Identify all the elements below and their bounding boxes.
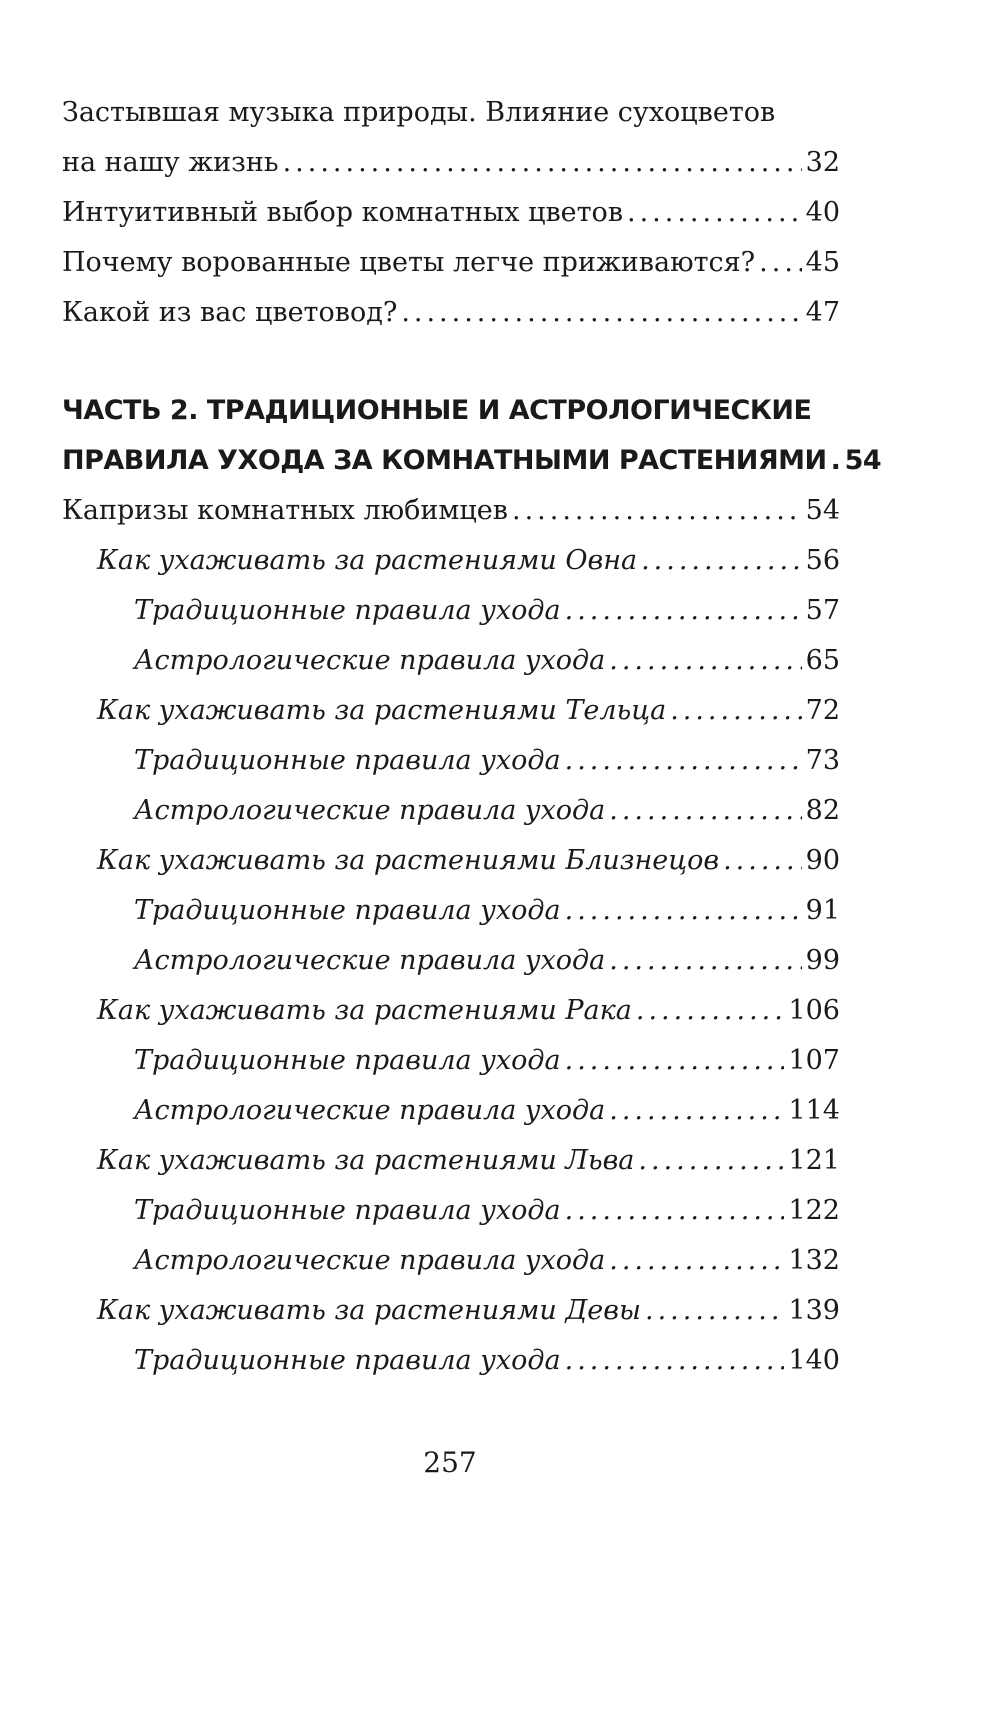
toc-entry <box>62 836 840 886</box>
toc-entry-title: Как ухаживать за растениями Близнецов <box>97 845 720 876</box>
toc-entry-title: Традиционные правила ухода <box>134 895 561 926</box>
toc-page-number: 107 <box>788 1045 840 1076</box>
toc-entry <box>62 1236 840 1286</box>
toc-entry-title: на нашу жизнь <box>62 147 279 178</box>
toc-top-section <box>62 88 840 338</box>
toc-entry <box>62 536 840 586</box>
dot-leader <box>723 836 802 886</box>
toc-page-number: 106 <box>788 995 840 1026</box>
dot-leader <box>759 238 801 288</box>
dot-leader <box>401 288 801 338</box>
toc-entry-first-line2 <box>62 138 840 188</box>
toc-entry <box>62 288 840 338</box>
toc-page-number: 132 <box>788 1245 840 1276</box>
toc-entry-title: Капризы комнатных любимцев <box>62 495 508 526</box>
dot-leader <box>641 536 802 586</box>
dot-leader <box>283 138 802 188</box>
dot-leader <box>565 586 802 636</box>
part-heading <box>62 386 882 486</box>
toc-entry-title: Астрологические правила ухода <box>134 1095 606 1126</box>
dot-leader <box>638 1136 784 1186</box>
toc-entry-first-line1 <box>62 88 840 138</box>
toc-entry <box>62 936 840 986</box>
toc-entry <box>62 1136 840 1186</box>
dot-leader <box>565 1336 785 1386</box>
toc-entry <box>62 1286 840 1336</box>
toc-entry <box>62 786 840 836</box>
dot-leader <box>636 986 785 1036</box>
dot-leader <box>670 686 801 736</box>
toc-entry-title: Астрологические правила ухода <box>134 795 606 826</box>
dot-leader <box>565 886 802 936</box>
toc-entry <box>62 986 840 1036</box>
part-heading-line1: ЧАСТЬ 2. ТРАДИЦИОННЫЕ И АСТРОЛОГИЧЕСКИЕ <box>62 395 812 426</box>
toc-page-number: 139 <box>788 1295 840 1326</box>
toc-page-number: 57 <box>805 595 840 626</box>
toc-page-number: 47 <box>805 297 840 328</box>
dot-leader <box>609 936 801 986</box>
toc-entries-list <box>62 486 840 1386</box>
toc-page-number: 114 <box>788 1095 840 1126</box>
toc-page-number: 40 <box>805 197 840 228</box>
toc-page-number: 90 <box>805 845 840 876</box>
toc-entry-title: Как ухаживать за растениями Овна <box>97 545 638 576</box>
toc-entry-title: Астрологические правила ухода <box>134 1245 606 1276</box>
toc-page-number: 91 <box>805 895 840 926</box>
toc-entry <box>62 1186 840 1236</box>
toc-entry-title: Традиционные правила ухода <box>134 595 561 626</box>
toc-entry <box>62 686 840 736</box>
toc-entry-title: Застывшая музыка природы. Влияние сухоцветов <box>62 97 776 128</box>
toc-entry-title: Традиционные правила ухода <box>134 1345 561 1376</box>
dot-leader <box>609 786 801 836</box>
dot-leader <box>565 1186 785 1236</box>
toc-entry-title: Астрологические правила ухода <box>134 945 606 976</box>
toc-entry <box>62 1036 840 1086</box>
toc-entry-title: Как ухаживать за растениями Девы <box>97 1295 641 1326</box>
dot-leader <box>645 1286 784 1336</box>
toc-page-number: 45 <box>805 247 840 278</box>
toc-entry <box>62 586 840 636</box>
part-heading-title: ПРАВИЛА УХОДА ЗА КОМНАТНЫМИ РАСТЕНИЯМИ <box>62 445 827 476</box>
part-heading-line2 <box>62 436 882 486</box>
toc-page-number: 99 <box>805 945 840 976</box>
toc-page-number: 54 <box>844 445 882 476</box>
toc-entry-title: Как ухаживать за растениями Тельца <box>97 695 667 726</box>
dot-leader <box>609 1086 784 1136</box>
toc-entry-title: Какой из вас цветовод? <box>62 297 398 328</box>
toc-entry-title: Традиционные правила ухода <box>134 745 561 776</box>
dot-leader <box>512 486 802 536</box>
page-number: 257 <box>423 1446 477 1479</box>
toc-entry <box>62 1336 840 1386</box>
toc-entry-title: Как ухаживать за растениями Льва <box>97 1145 635 1176</box>
toc-entry <box>62 486 840 536</box>
dot-leader <box>565 736 802 786</box>
toc-page-number: 54 <box>805 495 840 526</box>
toc-entry-title: Интуитивный выбор комнатных цветов <box>62 197 624 228</box>
toc-entry-title: Астрологические правила ухода <box>134 645 606 676</box>
dot-leader <box>609 636 801 686</box>
toc-entry <box>62 188 840 238</box>
toc-page-number: 82 <box>805 795 840 826</box>
toc-entry-title: Традиционные правила ухода <box>134 1045 561 1076</box>
toc-entry <box>62 736 840 786</box>
toc-page-number: 73 <box>805 745 840 776</box>
toc-entry <box>62 1086 840 1136</box>
toc-page-number: 65 <box>805 645 840 676</box>
table-of-contents <box>62 88 882 1386</box>
dot-leader <box>831 436 841 486</box>
dot-leader <box>609 1236 784 1286</box>
dot-leader <box>627 188 802 238</box>
toc-entry-title: Как ухаживать за растениями Рака <box>97 995 632 1026</box>
toc-entry <box>62 886 840 936</box>
toc-page-number: 122 <box>788 1195 840 1226</box>
toc-page-number: 140 <box>788 1345 840 1376</box>
toc-page-number: 72 <box>805 695 840 726</box>
toc-entry-title: Традиционные правила ухода <box>134 1195 561 1226</box>
toc-entry-title: Почему ворованные цветы легче приживаются? <box>62 247 756 278</box>
toc-page-number: 121 <box>788 1145 840 1176</box>
toc-page-number: 32 <box>805 147 840 178</box>
dot-leader <box>565 1036 785 1086</box>
toc-entry <box>62 636 840 686</box>
toc-page-number: 56 <box>805 545 840 576</box>
toc-entry <box>62 238 840 288</box>
